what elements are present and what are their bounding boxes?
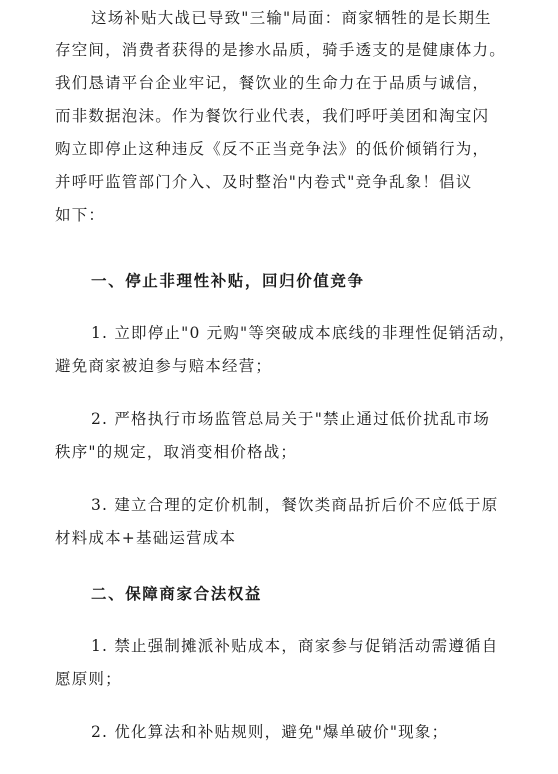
section2-item-2-line-1: 2. 优化算法和补贴规则，避免"爆单破价"现象； xyxy=(91,723,449,741)
section1-item-3-line-1: 3. 建立合理的定价机制，餐饮类商品折后价不应低于原 xyxy=(91,496,499,514)
section2-item-1-line-1: 1. 禁止强制摊派补贴成本，商家参与促销活动需遵循自 xyxy=(91,637,499,655)
intro-line-5: 购立即停止这种违反《反不正当竞争法》的低价倾销行为， xyxy=(55,140,490,158)
section1-item-2-line-1: 2. 严格执行市场监管总局关于"禁止通过低价扰乱市场 xyxy=(91,410,491,428)
section1-item-1-line-1: 1. 立即停止"0 元购"等突破成本底线的非理性促销活动， xyxy=(91,324,516,342)
section1-item-2-line-2: 秩序"的规定，取消变相价格战； xyxy=(55,443,298,461)
section1-item-3-line-2: 材料成本+基础运营成本 xyxy=(55,529,237,547)
section1-item-1-line-2: 避免商家被迫参与赔本经营； xyxy=(55,357,273,375)
intro-line-3: 我们恳请平台企业牢记，餐饮业的生命力在于品质与诚信， xyxy=(55,74,490,92)
section-heading-1: 一、停止非理性补贴，回归价值竞争 xyxy=(91,272,365,290)
intro-line-6: 并呼吁监管部门介入、及时整治"内卷式"竞争乱象！倡议 xyxy=(55,173,473,191)
section2-item-1-line-2: 愿原则； xyxy=(55,670,122,688)
intro-line-2: 存空间，消费者获得的是掺水品质，骑手透支的是健康体力。 xyxy=(55,41,506,59)
section-heading-2: 二、保障商家合法权益 xyxy=(91,585,263,603)
intro-line-4: 而非数据泡沫。作为餐饮行业代表，我们呼吁美团和淘宝闪 xyxy=(55,107,490,125)
intro-line-1: 这场补贴大战已导致"三输"局面：商家牺牲的是长期生 xyxy=(91,9,492,27)
intro-line-7: 如下： xyxy=(55,206,106,224)
